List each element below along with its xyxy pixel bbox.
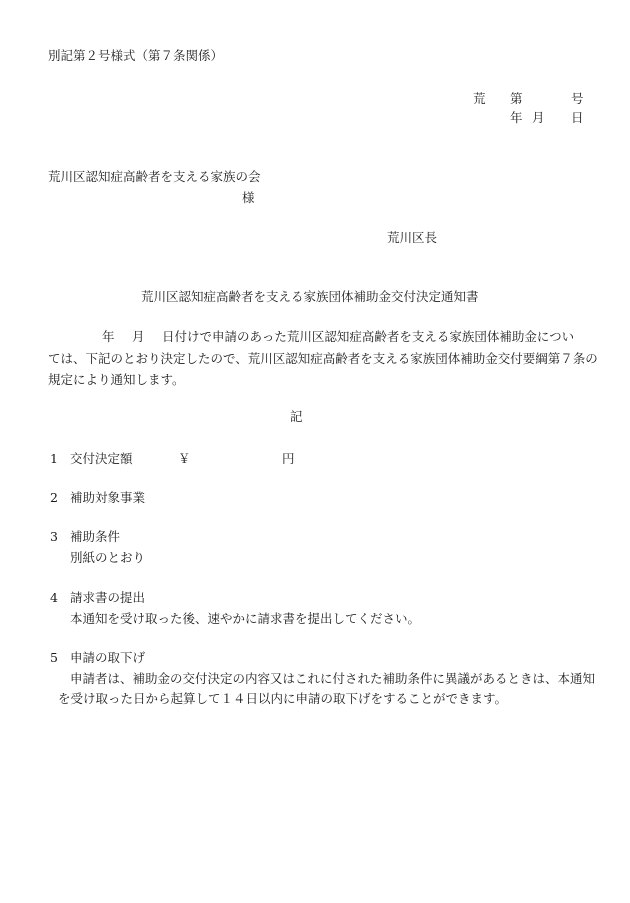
sender: 荒川区長 bbox=[387, 230, 438, 245]
date-day: 日 bbox=[571, 110, 584, 125]
document-title: 荒川区認知症高齢者を支える家族団体補助金交付決定通知書 bbox=[141, 289, 479, 304]
doc-number-go: 号 bbox=[571, 91, 584, 106]
item-3-text: 別紙のとおり bbox=[70, 550, 146, 565]
recipient-honorific: 様 bbox=[242, 190, 255, 205]
date-year: 年 bbox=[510, 110, 523, 125]
item-1-label: 交付決定額 bbox=[70, 451, 133, 466]
item-1-en-unit: 円 bbox=[282, 451, 295, 466]
item-1-number: 1 bbox=[50, 451, 58, 466]
ki-heading: 記 bbox=[290, 409, 303, 424]
item-2-label: 補助対象事業 bbox=[70, 490, 146, 505]
item-2-number: 2 bbox=[50, 490, 58, 505]
doc-number-dai: 第 bbox=[510, 91, 523, 106]
date-month: 月 bbox=[532, 110, 545, 125]
item-4-label: 請求書の提出 bbox=[70, 590, 146, 605]
item-5-text-line-1: 申請者は、補助金の交付決定の内容又はこれに付された補助条件に異議があるときは、本通知 bbox=[70, 671, 596, 686]
recipient-name: 荒川区認知症高齢者を支える家族の会 bbox=[48, 169, 261, 184]
item-4-text: 本通知を受け取った後、速やかに請求書を提出してください。 bbox=[70, 611, 421, 626]
form-label: 別記第２号様式（第７条関係） bbox=[48, 48, 224, 63]
doc-number-prefix: 荒 bbox=[473, 91, 486, 106]
item-5-label: 申請の取下げ bbox=[70, 650, 146, 665]
body-line-1: 日付けで申請のあった荒川区認知症高齢者を支える家族団体補助金につい bbox=[162, 329, 575, 344]
body-date-month: 月 bbox=[132, 329, 145, 344]
item-3-label: 補助条件 bbox=[70, 529, 121, 544]
body-line-2: ては、下記のとおり決定したので、荒川区認知症高齢者を支える家族団体補助金交付要綱第７条の bbox=[48, 351, 598, 366]
body-date-year: 年 bbox=[102, 329, 115, 344]
item-4-number: 4 bbox=[50, 590, 58, 605]
item-5-text-line-2: を受け取った日から起算して１４日以内に申請の取下げをすることができます。 bbox=[58, 691, 508, 706]
item-1-yen-symbol: ￥ bbox=[178, 451, 191, 466]
body-line-3: 規定により通知します。 bbox=[48, 372, 185, 387]
item-3-number: 3 bbox=[50, 529, 58, 544]
item-5-number: 5 bbox=[50, 650, 58, 665]
